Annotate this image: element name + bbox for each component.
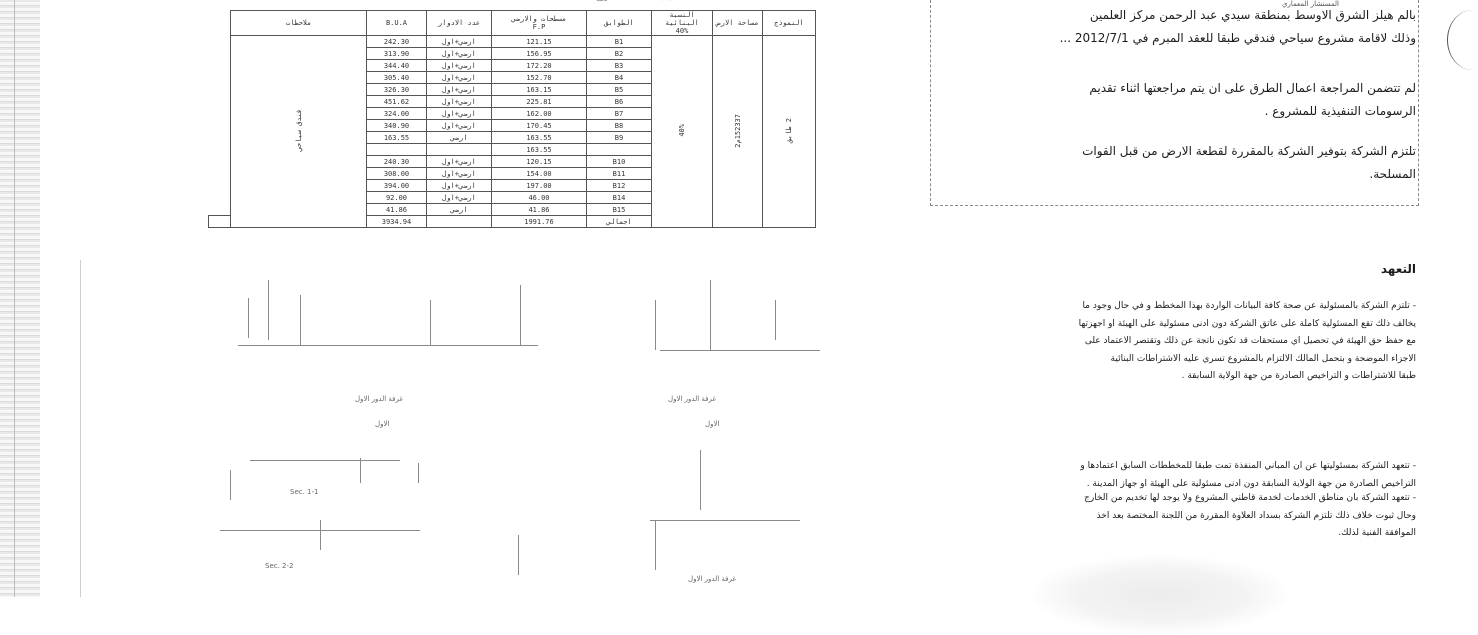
cell-bua: 305.40 [367,72,427,84]
cell-count: ارضي+اول [427,180,492,192]
cell-count: ارضي+اول [427,168,492,180]
sketch-line [418,463,419,483]
cell-model: B9 [587,132,652,144]
cell-model: B7 [587,108,652,120]
header-bua: B.U.A [367,11,427,36]
faded-stamp [1030,555,1290,635]
areas-table [208,10,816,228]
cell-fp: 120.15 [492,156,587,168]
header-fp: مسطحات والارضي F.P [492,11,587,36]
cell-count: ارضي+اول [427,120,492,132]
cell-bua: 308.00 [367,168,427,180]
cell-count: ارضي+اول [427,192,492,204]
cell-model: B11 [587,168,652,180]
cell-model: B1 [587,36,652,48]
cell-fp: 197.00 [492,180,587,192]
table-caption [596,0,672,1]
sketch-line [520,285,521,345]
cell-count: ارضي+اول [427,96,492,108]
sketch-label: Sec. 1-1 [290,488,319,496]
sketch-line [655,300,656,350]
sketch-line [660,350,820,351]
sketch-label: الاول [375,420,390,428]
cell-model: B8 [587,120,652,132]
table-row [209,36,816,48]
page-fold-line [80,260,81,597]
cell-fp: 170.45 [492,120,587,132]
cell-bua: 344.40 [367,60,427,72]
cell-model: B12 [587,180,652,192]
total-fp: 1991.76 [492,216,587,228]
sketch-label: غرفة الدور الاول [355,395,403,403]
cell-fp: 225.81 [492,96,587,108]
side-floors: 2 طابق [763,36,816,228]
sketch-line [268,280,269,340]
header-model: النموذج [763,11,816,36]
cell-model [587,144,652,156]
cell-bua: 340.90 [367,120,427,132]
header-notes: ملاحظات [231,11,367,36]
sketch-label: غرفة الدور الاول [688,575,736,583]
sketch-line [650,520,800,521]
sketch-label: Sec. 2-2 [265,562,294,570]
cell-fp: 46.00 [492,192,587,204]
box-tag: المستشار المعماري [1282,0,1340,8]
cell-bua: 240.30 [367,156,427,168]
cell-model: B6 [587,96,652,108]
cell-count: ارضي+اول [427,156,492,168]
total-notes [209,216,231,228]
cell-bua: 313.90 [367,48,427,60]
cell-fp: 172.20 [492,60,587,72]
sketch-line [320,520,321,550]
sketch-line [248,298,249,338]
cell-fp: 154.00 [492,168,587,180]
notes-paragraph-3: تلتزم الشركة بتوفير الشركة بالمقررة لقطعة الارض من قبل القوات المسلحة. [1082,144,1416,181]
cell-bua: 326.30 [367,84,427,96]
cell-model: B5 [587,84,652,96]
cell-model: B4 [587,72,652,84]
total-bua: 3934.94 [367,216,427,228]
cell-fp: 163.55 [492,144,587,156]
cell-count: ارضي+اول [427,108,492,120]
pledge-heading: التعهد [1380,262,1416,276]
cell-count: ارضي+اول [427,72,492,84]
cell-fp: 152.70 [492,72,587,84]
cell-fp: 162.00 [492,108,587,120]
cell-model: B14 [587,192,652,204]
side-pct: 40% [652,36,713,228]
sketch-label: غرفة الدور الاول [668,395,716,403]
total-count [427,216,492,228]
cell-count: ارضي [427,204,492,216]
total-label: اجمالي [587,216,652,228]
cell-bua: 451.62 [367,96,427,108]
cell-count: ارضي+اول [427,36,492,48]
sketch-line [518,535,519,575]
header-pct: النسبة البنائية 40% [652,11,713,36]
sketch-line [700,450,701,510]
cell-model: B10 [587,156,652,168]
cell-bua: 163.55 [367,132,427,144]
cell-model: B3 [587,60,652,72]
side-land-area: 152337م2 [713,36,763,228]
sketch-line [430,300,431,345]
sketch-line [230,470,231,500]
cell-count [427,144,492,156]
pledge-paragraph-2: - تتعهد الشركة بمسئوليتها عن ان المباني المنفذة تمت طبقا للمخططات السابق اعتمادها و التراخيص الصادرة من جهة الولاية السابقة دون ادنى مسئولية على الهيئة او جهاز المدينة . [1080,461,1416,489]
header-floors: الطوابق [587,11,652,36]
sketch-line [710,280,711,350]
sketch-line [655,520,656,570]
cell-fp: 121.15 [492,36,587,48]
sketch-line [360,458,361,483]
cell-fp: 163.15 [492,84,587,96]
sketch-line [775,300,776,340]
header-land-area: مساحة الارض [713,11,763,36]
pledge-paragraph-1: - تلتزم الشركة بالمسئولية عن صحة كافة البيانات الواردة بهذا المخطط و في حال وجود ما يخالف ذلك تقع المسئولية كاملة على عاتق الشركة دون ادنى مسئولية على الهيئة او اجهزتها مع حفظ حق الهيئة في تحصيل اي مستحقات قد تكون ناتجة عن ذلك وتقتصر الاعتماد على الاجزاء الموضحة و بتحمل المالك الالتزام بالمشروع تسري عليه الاشتراطات البنائية طبقا للاشتراطات و التراخيص الصادرة من جهة الولاية السابقة . [1078,301,1416,381]
cell-count: ارضي+اول [427,60,492,72]
sketch-label: الاول [705,420,720,428]
cell-count: ارضي+اول [427,84,492,96]
cell-bua: 324.00 [367,108,427,120]
cell-bua: 242.30 [367,36,427,48]
sketch-line [300,295,301,345]
margin-arc [1447,10,1478,70]
table-header-row [209,11,816,36]
pledge-paragraph-3: - تتعهد الشركة بان مناطق الخدمات لخدمة قاطني المشروع ولا يوجد لها تخديم من الخارج وحال ثبوت خلاف ذلك تلتزم الشركة بسداد العلاوة المقررة من اللجنة المختصة بعد اخذ الموافقة الفنية لذلك. [1084,493,1416,538]
notes-paragraph-2: لم تتضمن المراجعة اعمال الطرق على ان يتم مراجعتها اثناء تقديم الرسومات التنفيذية للمشروع . [1089,81,1416,118]
sketch-line [250,460,400,461]
cell-count: ارضي [427,132,492,144]
side-notes: فندق سياحي [231,36,367,228]
header-count: عدد الادوار [427,11,492,36]
scan-edge [0,0,40,597]
cell-bua: 92.00 [367,192,427,204]
sketch-line [238,345,538,346]
cell-bua: 394.00 [367,180,427,192]
cell-bua [367,144,427,156]
cell-model: B15 [587,204,652,216]
cell-count: ارضي+اول [427,48,492,60]
cell-bua: 41.86 [367,204,427,216]
notes-paragraph-1: بالم هيلز الشرق الاوسط بمنطقة سيدي عبد الرحمن مركز العلمين وذلك لاقامة مشروع سياحي فندقي طبقا للعقد المبرم في 2012/7/1 ... [1059,8,1416,45]
cell-fp: 156.95 [492,48,587,60]
cell-fp: 41.86 [492,204,587,216]
cell-fp: 163.55 [492,132,587,144]
cell-model: B2 [587,48,652,60]
